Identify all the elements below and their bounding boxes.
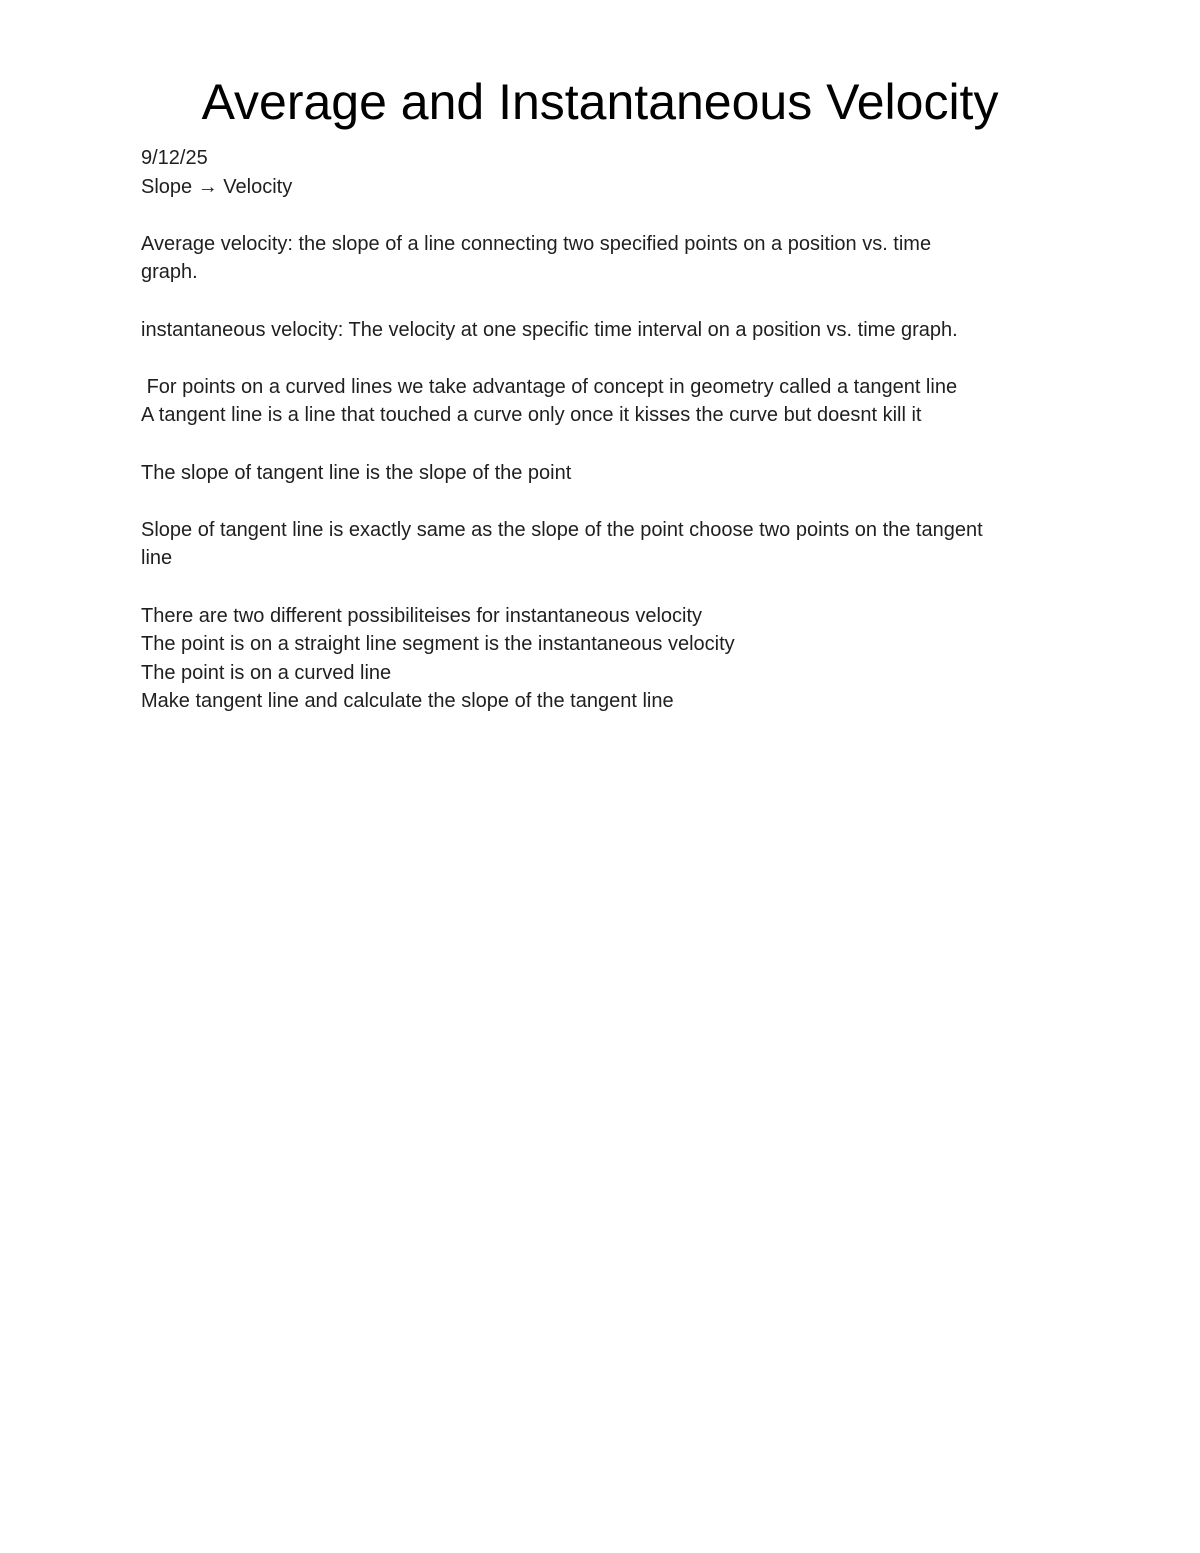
- tangent-same-slope-line-2: line: [141, 547, 173, 570]
- possibilities-text: There are two different possibiliteises for instantaneous velocity: [141, 604, 703, 627]
- document-body: [141, 144, 1061, 716]
- straight-segment-text: The point is on a straight line segment is the instantaneous velocity: [141, 633, 735, 656]
- instantaneous-velocity-definition: instantaneous velocity: The velocity at one specific time interval on a position vs. time graph.: [141, 318, 958, 341]
- date-text: 9/12/25: [141, 147, 208, 169]
- curved-line-text: The point is on a curved line: [141, 661, 392, 684]
- paragraph-gap: [141, 573, 1061, 602]
- paragraph-gap: [141, 430, 1061, 459]
- paragraph-gap: [141, 201, 1061, 230]
- paragraph-gap: [141, 287, 1061, 316]
- slope-velocity-text: Slope → Velocity: [141, 175, 293, 198]
- tangent-same-slope-line-1: Slope of tangent line is exactly same as the slope of the point choose two points on the tangent: [141, 518, 983, 541]
- paragraph-gap: [141, 487, 1061, 516]
- paragraph-gap: [141, 344, 1061, 373]
- page-title: Average and Instantaneous Velocity: [201, 74, 999, 130]
- tangent-slope-text: The slope of tangent line is the slope of the point: [141, 461, 572, 484]
- make-tangent-text: Make tangent line and calculate the slope of the tangent line: [141, 690, 674, 713]
- average-velocity-definition-line-1: Average velocity: the slope of a line connecting two specified points on a position vs. time: [141, 232, 932, 255]
- tangent-line-definition: A tangent line is a line that touched a curve only once it kisses the curve but doesnt kill it: [141, 404, 922, 427]
- curved-points-text: For points on a curved lines we take advantage of concept in geometry called a tangent line: [141, 375, 958, 398]
- average-velocity-definition-line-2: graph.: [141, 261, 198, 284]
